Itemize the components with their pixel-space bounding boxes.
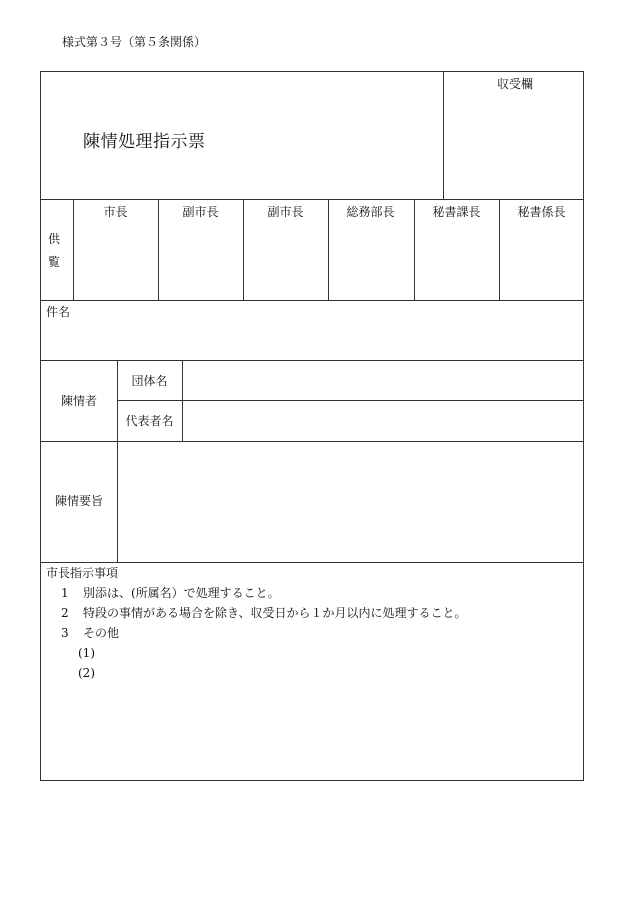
- instruction-item-1-text: 別添は、(所属名）で処理すること。: [83, 586, 280, 600]
- org-name-label: 団体名: [131, 374, 168, 388]
- petitioner-label-divider: [117, 360, 118, 562]
- subject-bottom-divider: [41, 360, 583, 361]
- col-mayor: 市長: [103, 205, 128, 219]
- instruction-item-2-num: 2: [61, 606, 69, 620]
- col-deputy-mayor-2: 副市長: [267, 205, 304, 219]
- receipt-divider: [443, 72, 444, 199]
- instruction-item-3-text: その他: [83, 626, 120, 640]
- circulation-label-top: 供: [48, 232, 61, 246]
- circulation-bottom-divider: [41, 300, 583, 301]
- col-secretariat-section-chief: 秘書課長: [432, 205, 481, 219]
- circulation-label-bottom: 覧: [48, 255, 61, 269]
- summary-label: 陳情要旨: [54, 494, 103, 508]
- summary-bottom-divider: [41, 562, 583, 563]
- header-divider: [41, 199, 583, 200]
- form-title: 陳情処理指示票: [83, 132, 206, 152]
- instructions-label: 市長指示事項: [46, 566, 119, 580]
- petitioner-bottom-divider: [41, 441, 583, 442]
- instruction-item-1-num: 1: [61, 586, 69, 600]
- receipt-label-text: 収受欄: [496, 77, 533, 91]
- petitioner-mid-divider: [117, 400, 583, 401]
- petitioner-label: 陳情者: [60, 394, 97, 408]
- col-general-affairs-director: 総務部長: [346, 205, 395, 219]
- form-number: 様式第３号（第５条関係）: [62, 35, 207, 49]
- instruction-subitem-1: (1): [78, 646, 95, 660]
- instruction-subitem-2: (2): [78, 666, 95, 680]
- instruction-item-2-text: 特段の事情がある場合を除き、収受日から１か月以内に処理すること。: [83, 606, 467, 620]
- col-deputy-mayor-1: 副市長: [182, 205, 219, 219]
- instruction-item-3-num: 3: [61, 626, 69, 640]
- col-secretariat-unit-chief: 秘書係長: [517, 205, 566, 219]
- instruction-form: [40, 71, 584, 781]
- subject-label: 件名: [46, 305, 71, 319]
- representative-label: 代表者名: [125, 414, 174, 428]
